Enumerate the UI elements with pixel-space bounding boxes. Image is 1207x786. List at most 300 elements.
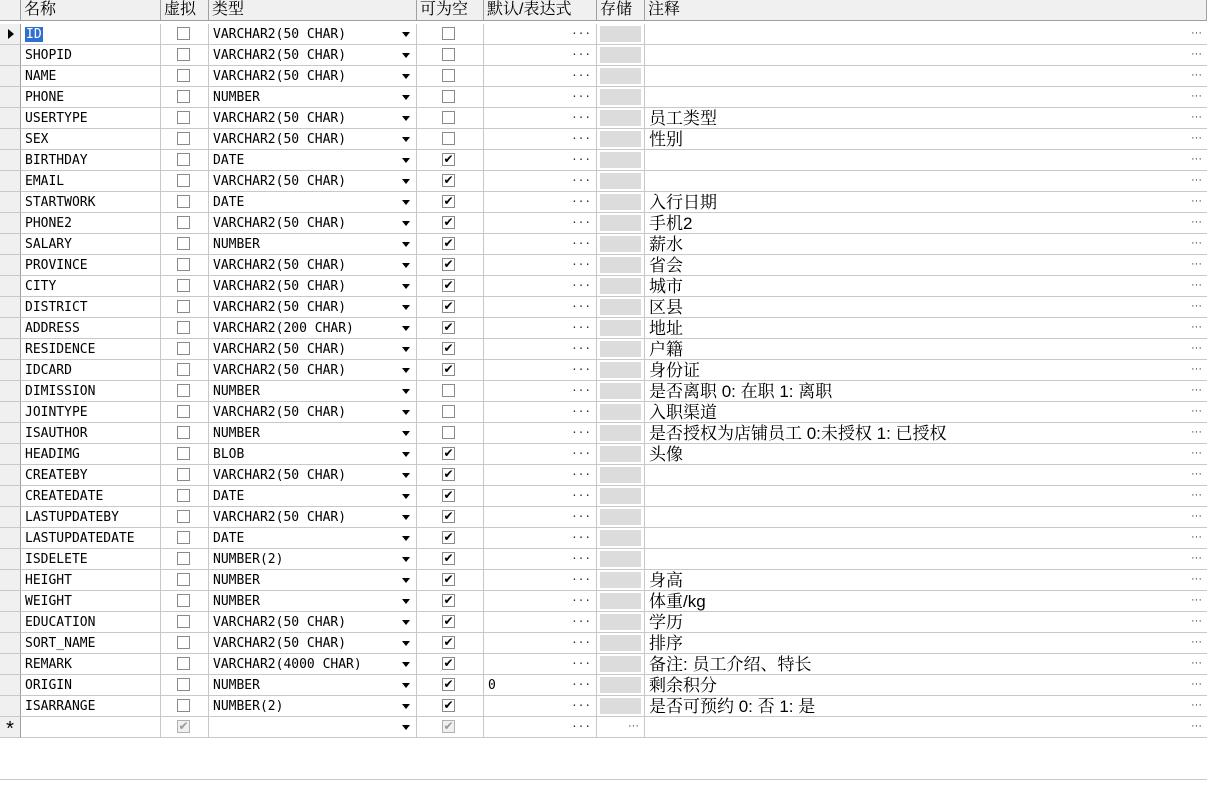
row-indicator[interactable] — [0, 528, 21, 549]
storage-button[interactable] — [600, 26, 641, 42]
column-name-cell[interactable] — [21, 297, 161, 318]
column-name-cell[interactable] — [21, 633, 161, 654]
storage-cell[interactable] — [597, 507, 645, 528]
default-ellipsis-button[interactable]: ··· — [571, 174, 591, 188]
comment-cell[interactable] — [645, 486, 1207, 507]
nullable-checkbox[interactable] — [442, 384, 455, 397]
comment-ellipsis-button[interactable]: ··· — [1191, 384, 1202, 397]
nullable-checkbox[interactable]: ✔ — [443, 194, 454, 209]
row-indicator[interactable] — [0, 45, 21, 66]
table-row[interactable] — [0, 444, 1207, 465]
row-indicator[interactable] — [0, 381, 21, 402]
storage-cell[interactable] — [597, 45, 645, 66]
storage-button[interactable] — [600, 110, 641, 126]
type-dropdown-arrow-icon[interactable] — [402, 158, 410, 163]
table-row[interactable] — [0, 129, 1207, 150]
storage-cell[interactable] — [597, 612, 645, 633]
header-virtual[interactable]: 虚拟 — [161, 0, 209, 21]
comment-ellipsis-button[interactable]: ··· — [1191, 426, 1202, 439]
nullable-checkbox[interactable]: ✔ — [443, 278, 454, 293]
storage-cell[interactable] — [597, 402, 645, 423]
default-ellipsis-button[interactable]: ··· — [571, 426, 591, 440]
default-ellipsis-button[interactable]: ··· — [571, 195, 591, 209]
table-row[interactable] — [0, 570, 1207, 591]
default-ellipsis-button[interactable]: ··· — [571, 447, 591, 461]
type-cell[interactable] — [209, 675, 417, 696]
type-dropdown-arrow-icon[interactable] — [402, 641, 410, 646]
row-indicator[interactable] — [0, 423, 21, 444]
storage-cell[interactable] — [597, 297, 645, 318]
header-type[interactable]: 类型 — [209, 0, 417, 21]
virtual-checkbox[interactable] — [177, 531, 190, 544]
default-cell[interactable] — [484, 549, 597, 570]
type-cell[interactable] — [209, 444, 417, 465]
comment-cell[interactable] — [645, 570, 1207, 591]
row-indicator[interactable] — [0, 108, 21, 129]
comment-cell[interactable] — [645, 66, 1207, 87]
comment-cell[interactable] — [645, 381, 1207, 402]
storage-button[interactable] — [600, 194, 641, 210]
row-indicator[interactable] — [0, 696, 21, 717]
header-default[interactable]: 默认/表达式 — [484, 0, 597, 21]
row-indicator[interactable] — [0, 24, 21, 45]
comment-cell[interactable] — [645, 696, 1207, 717]
storage-cell[interactable] — [597, 24, 645, 45]
storage-cell[interactable] — [597, 66, 645, 87]
table-row[interactable] — [0, 633, 1207, 654]
comment-ellipsis-button[interactable]: ··· — [1191, 489, 1202, 502]
nullable-checkbox[interactable]: ✔ — [443, 530, 454, 545]
nullable-checkbox[interactable] — [442, 90, 455, 103]
default-ellipsis-button[interactable]: ··· — [571, 720, 591, 734]
comment-ellipsis-button[interactable]: ··· — [1191, 237, 1202, 250]
comment-cell[interactable] — [645, 171, 1207, 192]
storage-cell[interactable] — [597, 108, 645, 129]
default-ellipsis-button[interactable]: ··· — [571, 699, 591, 713]
type-cell[interactable] — [209, 297, 417, 318]
storage-button[interactable] — [600, 509, 641, 525]
type-dropdown-arrow-icon[interactable] — [402, 305, 410, 310]
type-dropdown-arrow-icon[interactable] — [402, 662, 410, 667]
comment-cell[interactable] — [645, 528, 1207, 549]
column-name-cell[interactable] — [21, 612, 161, 633]
default-ellipsis-button[interactable]: ··· — [571, 342, 591, 356]
comment-cell[interactable] — [645, 24, 1207, 45]
default-ellipsis-button[interactable]: ··· — [571, 510, 591, 524]
nullable-checkbox[interactable]: ✔ — [443, 656, 454, 671]
type-dropdown-arrow-icon[interactable] — [402, 32, 410, 37]
default-cell[interactable] — [484, 381, 597, 402]
storage-cell[interactable] — [597, 234, 645, 255]
nullable-checkbox[interactable] — [442, 27, 455, 40]
type-cell[interactable] — [209, 696, 417, 717]
default-ellipsis-button[interactable]: ··· — [571, 636, 591, 650]
default-cell[interactable] — [484, 444, 597, 465]
table-row[interactable] — [0, 507, 1207, 528]
type-dropdown-arrow-icon[interactable] — [402, 116, 410, 121]
column-name-cell[interactable] — [21, 87, 161, 108]
virtual-checkbox[interactable] — [177, 321, 190, 334]
virtual-checkbox[interactable] — [177, 678, 190, 691]
nullable-checkbox[interactable]: ✔ — [443, 551, 454, 566]
storage-button[interactable] — [600, 383, 641, 399]
comment-ellipsis-button[interactable]: ··· — [1191, 153, 1202, 166]
type-dropdown-arrow-icon[interactable] — [402, 200, 410, 205]
default-cell[interactable] — [484, 507, 597, 528]
row-indicator[interactable] — [0, 318, 21, 339]
default-ellipsis-button[interactable]: ··· — [571, 531, 591, 545]
type-cell[interactable] — [209, 360, 417, 381]
table-row[interactable] — [0, 108, 1207, 129]
virtual-checkbox[interactable] — [177, 426, 190, 439]
virtual-checkbox[interactable] — [177, 195, 190, 208]
comment-ellipsis-button[interactable]: ··· — [1191, 678, 1202, 691]
nullable-checkbox[interactable] — [442, 69, 455, 82]
nullable-checkbox[interactable]: ✔ — [443, 614, 454, 629]
comment-ellipsis-button[interactable]: ··· — [1191, 300, 1202, 313]
storage-cell[interactable] — [597, 591, 645, 612]
default-cell[interactable] — [484, 528, 597, 549]
comment-ellipsis-button[interactable]: ··· — [1191, 531, 1202, 544]
nullable-checkbox[interactable]: ✔ — [443, 152, 454, 167]
default-cell[interactable] — [484, 66, 597, 87]
row-indicator[interactable] — [0, 717, 21, 738]
row-indicator[interactable] — [0, 234, 21, 255]
table-row[interactable] — [0, 234, 1207, 255]
comment-cell[interactable] — [645, 150, 1207, 171]
row-indicator[interactable] — [0, 171, 21, 192]
column-name-cell[interactable] — [21, 360, 161, 381]
type-dropdown-arrow-icon[interactable] — [402, 221, 410, 226]
storage-cell[interactable] — [597, 528, 645, 549]
type-cell[interactable] — [209, 24, 417, 45]
comment-cell[interactable] — [645, 276, 1207, 297]
storage-button[interactable] — [600, 299, 641, 315]
default-cell[interactable] — [484, 696, 597, 717]
comment-cell[interactable] — [645, 507, 1207, 528]
table-row[interactable] — [0, 255, 1207, 276]
type-dropdown-arrow-icon[interactable] — [402, 263, 410, 268]
nullable-checkbox[interactable]: ✔ — [443, 341, 454, 356]
comment-ellipsis-button[interactable]: ··· — [1191, 321, 1202, 334]
column-name-cell[interactable] — [21, 255, 161, 276]
column-name-cell[interactable] — [21, 108, 161, 129]
row-indicator[interactable] — [0, 150, 21, 171]
type-cell[interactable] — [209, 612, 417, 633]
storage-cell[interactable] — [597, 276, 645, 297]
default-cell[interactable] — [484, 423, 597, 444]
type-dropdown-arrow-icon[interactable] — [402, 515, 410, 520]
row-indicator[interactable] — [0, 213, 21, 234]
nullable-checkbox[interactable] — [442, 405, 455, 418]
type-cell[interactable] — [209, 591, 417, 612]
type-cell[interactable] — [209, 507, 417, 528]
virtual-checkbox[interactable] — [177, 48, 190, 61]
nullable-checkbox[interactable]: ✔ — [443, 635, 454, 650]
type-cell[interactable] — [209, 108, 417, 129]
column-name-cell[interactable] — [21, 318, 161, 339]
column-name-cell[interactable] — [21, 381, 161, 402]
storage-cell[interactable] — [597, 549, 645, 570]
default-ellipsis-button[interactable]: ··· — [571, 237, 591, 251]
column-name-cell[interactable] — [21, 696, 161, 717]
type-dropdown-arrow-icon[interactable] — [402, 620, 410, 625]
row-indicator[interactable] — [0, 465, 21, 486]
table-row[interactable] — [0, 171, 1207, 192]
nullable-checkbox[interactable]: ✔ — [443, 467, 454, 482]
table-row[interactable] — [0, 213, 1207, 234]
default-cell[interactable] — [484, 213, 597, 234]
default-ellipsis-button[interactable]: ··· — [571, 300, 591, 314]
comment-cell[interactable] — [645, 45, 1207, 66]
comment-cell[interactable] — [645, 234, 1207, 255]
comment-ellipsis-button[interactable]: ··· — [1191, 195, 1202, 208]
type-dropdown-arrow-icon[interactable] — [402, 284, 410, 289]
header-name[interactable]: 名称 — [21, 0, 161, 21]
row-indicator[interactable] — [0, 297, 21, 318]
nullable-checkbox[interactable]: ✔ — [443, 719, 454, 734]
default-cell[interactable] — [484, 297, 597, 318]
type-dropdown-arrow-icon[interactable] — [402, 137, 410, 142]
default-cell[interactable] — [484, 45, 597, 66]
row-indicator[interactable] — [0, 486, 21, 507]
nullable-checkbox[interactable]: ✔ — [443, 299, 454, 314]
virtual-checkbox[interactable] — [177, 363, 190, 376]
storage-cell[interactable] — [597, 654, 645, 675]
default-cell[interactable] — [484, 570, 597, 591]
default-cell[interactable] — [484, 591, 597, 612]
type-dropdown-arrow-icon[interactable] — [402, 368, 410, 373]
comment-cell[interactable] — [645, 591, 1207, 612]
comment-ellipsis-button[interactable]: ··· — [1191, 69, 1202, 82]
comment-ellipsis-button[interactable]: ··· — [1191, 468, 1202, 481]
virtual-checkbox[interactable] — [177, 90, 190, 103]
virtual-checkbox[interactable]: ✔ — [178, 719, 189, 734]
type-cell[interactable] — [209, 66, 417, 87]
table-row[interactable] — [0, 360, 1207, 381]
column-name-cell[interactable] — [21, 129, 161, 150]
default-ellipsis-button[interactable]: ··· — [571, 132, 591, 146]
type-cell[interactable] — [209, 528, 417, 549]
type-cell[interactable] — [209, 549, 417, 570]
type-cell[interactable] — [209, 129, 417, 150]
comment-ellipsis-button[interactable]: ··· — [1191, 132, 1202, 145]
comment-cell[interactable] — [645, 87, 1207, 108]
column-name-cell[interactable] — [21, 465, 161, 486]
column-name-cell[interactable] — [21, 171, 161, 192]
default-ellipsis-button[interactable]: ··· — [571, 468, 591, 482]
default-ellipsis-button[interactable]: ··· — [571, 573, 591, 587]
comment-ellipsis-button[interactable]: ··· — [1191, 720, 1202, 733]
table-row[interactable] — [0, 150, 1207, 171]
default-cell[interactable] — [484, 654, 597, 675]
storage-button[interactable] — [600, 656, 641, 672]
default-cell[interactable] — [484, 150, 597, 171]
type-cell[interactable] — [209, 402, 417, 423]
type-dropdown-arrow-icon[interactable] — [402, 578, 410, 583]
type-dropdown-arrow-icon[interactable] — [402, 431, 410, 436]
comment-ellipsis-button[interactable]: ··· — [1191, 216, 1202, 229]
virtual-checkbox[interactable] — [177, 447, 190, 460]
column-name-cell[interactable] — [21, 213, 161, 234]
comment-ellipsis-button[interactable]: ··· — [1191, 510, 1202, 523]
virtual-checkbox[interactable] — [177, 342, 190, 355]
type-cell[interactable] — [209, 654, 417, 675]
default-ellipsis-button[interactable]: ··· — [571, 657, 591, 671]
default-ellipsis-button[interactable]: ··· — [571, 69, 591, 83]
nullable-checkbox[interactable]: ✔ — [443, 257, 454, 272]
default-cell[interactable] — [484, 675, 597, 696]
type-dropdown-arrow-icon[interactable] — [402, 704, 410, 709]
table-row[interactable] — [0, 423, 1207, 444]
default-ellipsis-button[interactable]: ··· — [571, 321, 591, 335]
column-name-cell[interactable] — [21, 675, 161, 696]
virtual-checkbox[interactable] — [177, 153, 190, 166]
table-row[interactable] — [0, 402, 1207, 423]
default-cell[interactable] — [484, 108, 597, 129]
default-ellipsis-button[interactable]: ··· — [571, 363, 591, 377]
storage-cell[interactable] — [597, 360, 645, 381]
type-cell[interactable] — [209, 465, 417, 486]
storage-cell[interactable] — [597, 633, 645, 654]
default-cell[interactable] — [484, 318, 597, 339]
virtual-checkbox[interactable] — [177, 657, 190, 670]
virtual-checkbox[interactable] — [177, 510, 190, 523]
nullable-checkbox[interactable]: ✔ — [443, 698, 454, 713]
type-dropdown-arrow-icon[interactable] — [402, 557, 410, 562]
table-row[interactable] — [0, 381, 1207, 402]
nullable-checkbox[interactable]: ✔ — [443, 509, 454, 524]
default-cell[interactable] — [484, 612, 597, 633]
virtual-checkbox[interactable] — [177, 27, 190, 40]
table-row[interactable] — [0, 297, 1207, 318]
comment-ellipsis-button[interactable]: ··· — [1191, 174, 1202, 187]
type-dropdown-arrow-icon[interactable] — [402, 473, 410, 478]
type-cell[interactable] — [209, 45, 417, 66]
column-name-cell[interactable] — [21, 234, 161, 255]
storage-button[interactable] — [600, 320, 641, 336]
comment-ellipsis-button[interactable]: ··· — [1191, 111, 1202, 124]
comment-ellipsis-button[interactable]: ··· — [1191, 90, 1202, 103]
column-name-cell[interactable] — [21, 45, 161, 66]
comment-cell[interactable] — [645, 297, 1207, 318]
type-cell[interactable] — [209, 234, 417, 255]
storage-cell[interactable] — [597, 150, 645, 171]
storage-cell[interactable] — [597, 339, 645, 360]
type-cell[interactable] — [209, 318, 417, 339]
storage-cell[interactable] — [597, 381, 645, 402]
comment-ellipsis-button[interactable]: ··· — [1191, 615, 1202, 628]
storage-cell[interactable] — [597, 717, 645, 738]
virtual-checkbox[interactable] — [177, 111, 190, 124]
nullable-checkbox[interactable]: ✔ — [443, 320, 454, 335]
virtual-checkbox[interactable] — [177, 636, 190, 649]
comment-cell[interactable] — [645, 444, 1207, 465]
table-row[interactable] — [0, 192, 1207, 213]
comment-ellipsis-button[interactable]: ··· — [1191, 447, 1202, 460]
type-dropdown-arrow-icon[interactable] — [402, 410, 410, 415]
comment-ellipsis-button[interactable]: ··· — [1191, 594, 1202, 607]
default-cell[interactable] — [484, 129, 597, 150]
default-cell[interactable] — [484, 360, 597, 381]
storage-cell[interactable] — [597, 465, 645, 486]
storage-button[interactable] — [600, 635, 641, 651]
type-cell[interactable] — [209, 171, 417, 192]
storage-button[interactable] — [600, 131, 641, 147]
comment-cell[interactable] — [645, 423, 1207, 444]
type-cell[interactable] — [209, 486, 417, 507]
type-dropdown-arrow-icon[interactable] — [402, 53, 410, 58]
default-ellipsis-button[interactable]: ··· — [571, 153, 591, 167]
storage-button[interactable] — [600, 89, 641, 105]
nullable-checkbox[interactable]: ✔ — [443, 593, 454, 608]
table-row[interactable] — [0, 339, 1207, 360]
comment-cell[interactable] — [645, 129, 1207, 150]
table-row[interactable] — [0, 276, 1207, 297]
default-cell[interactable] — [484, 192, 597, 213]
table-row[interactable] — [0, 549, 1207, 570]
virtual-checkbox[interactable] — [177, 300, 190, 313]
table-row[interactable] — [0, 654, 1207, 675]
type-dropdown-arrow-icon[interactable] — [402, 389, 410, 394]
virtual-checkbox[interactable] — [177, 69, 190, 82]
storage-button[interactable] — [600, 572, 641, 588]
nullable-checkbox[interactable]: ✔ — [443, 173, 454, 188]
comment-ellipsis-button[interactable]: ··· — [1191, 405, 1202, 418]
comment-ellipsis-button[interactable]: ··· — [1191, 636, 1202, 649]
type-cell[interactable] — [209, 633, 417, 654]
comment-cell[interactable] — [645, 339, 1207, 360]
column-name-cell[interactable] — [21, 402, 161, 423]
column-name-cell[interactable] — [21, 24, 161, 45]
column-name-cell[interactable] — [21, 423, 161, 444]
storage-ellipsis-button[interactable]: ··· — [628, 720, 639, 733]
storage-button[interactable] — [600, 215, 641, 231]
storage-cell[interactable] — [597, 129, 645, 150]
virtual-checkbox[interactable] — [177, 405, 190, 418]
comment-ellipsis-button[interactable]: ··· — [1191, 657, 1202, 670]
column-name-cell[interactable] — [21, 570, 161, 591]
default-ellipsis-button[interactable]: ··· — [571, 48, 591, 62]
nullable-checkbox[interactable] — [442, 111, 455, 124]
row-indicator[interactable] — [0, 633, 21, 654]
default-ellipsis-button[interactable]: ··· — [571, 615, 591, 629]
default-cell[interactable] — [484, 234, 597, 255]
table-row[interactable] — [0, 696, 1207, 717]
storage-button[interactable] — [600, 593, 641, 609]
default-ellipsis-button[interactable]: ··· — [571, 552, 591, 566]
virtual-checkbox[interactable] — [177, 258, 190, 271]
column-name-cell[interactable] — [21, 507, 161, 528]
table-row[interactable] — [0, 591, 1207, 612]
default-ellipsis-button[interactable]: ··· — [571, 279, 591, 293]
table-row[interactable] — [0, 528, 1207, 549]
column-name-cell[interactable] — [21, 192, 161, 213]
storage-button[interactable] — [600, 530, 641, 546]
type-cell[interactable] — [209, 87, 417, 108]
default-ellipsis-button[interactable]: ··· — [571, 111, 591, 125]
default-ellipsis-button[interactable]: ··· — [571, 405, 591, 419]
virtual-checkbox[interactable] — [177, 573, 190, 586]
type-dropdown-arrow-icon[interactable] — [402, 599, 410, 604]
comment-cell[interactable] — [645, 108, 1207, 129]
storage-button[interactable] — [600, 614, 641, 630]
row-indicator[interactable] — [0, 87, 21, 108]
row-indicator[interactable] — [0, 255, 21, 276]
row-indicator[interactable] — [0, 654, 21, 675]
default-cell[interactable] — [484, 717, 597, 738]
comment-cell[interactable] — [645, 255, 1207, 276]
